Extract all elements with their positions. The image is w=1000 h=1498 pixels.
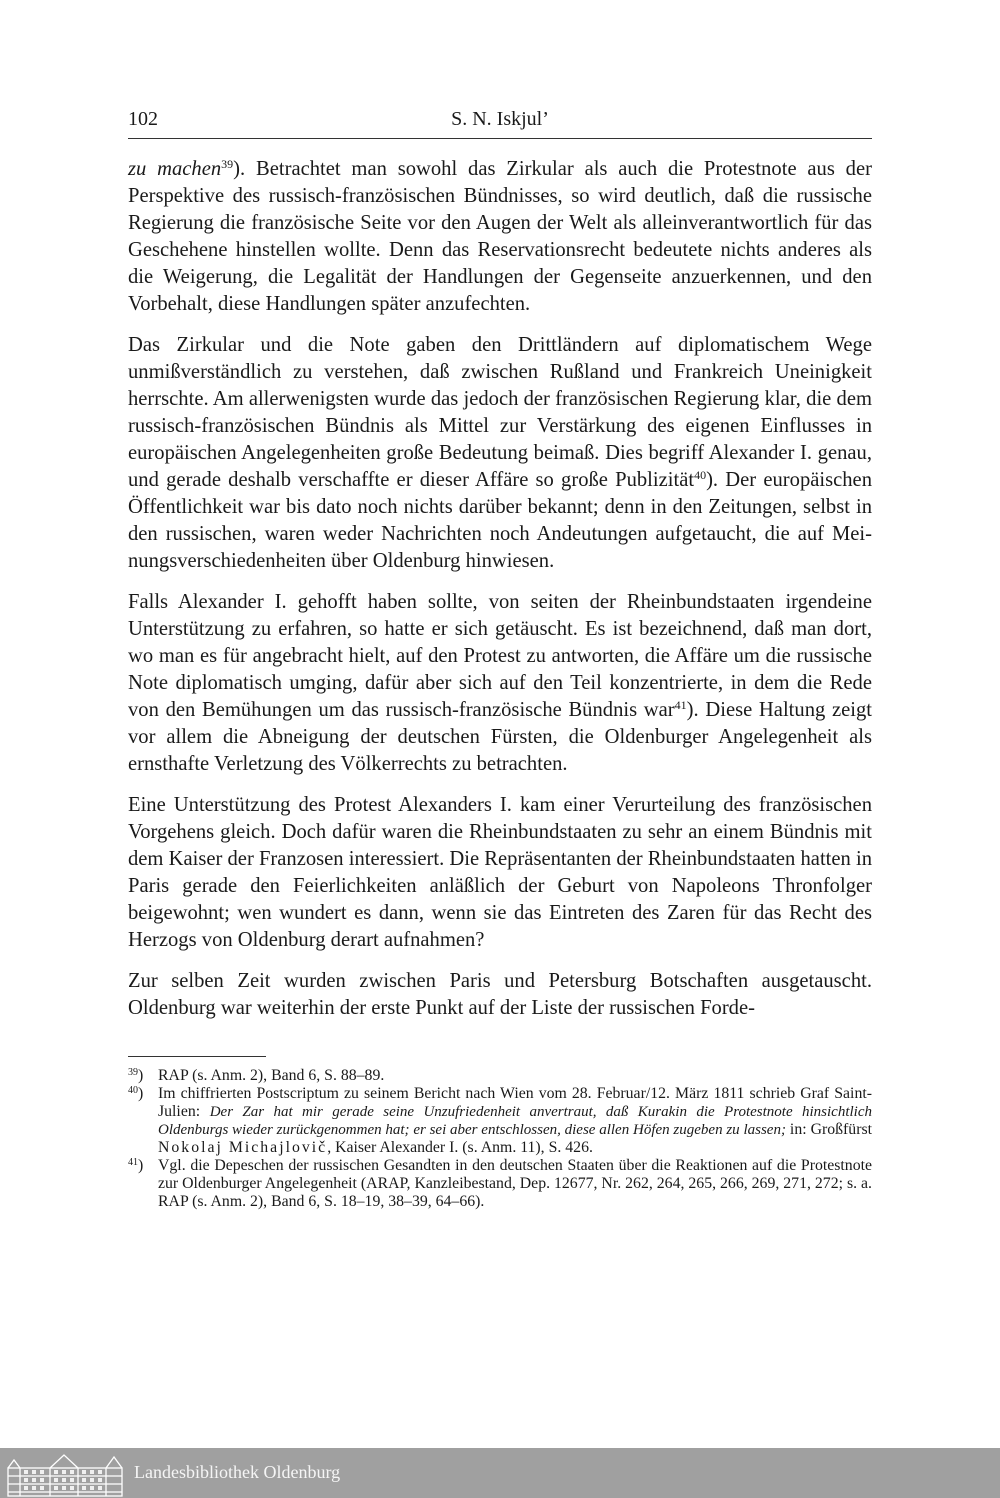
paragraph-1 — [128, 156, 872, 318]
paragraph-text: ). Betrachtet man sowohl das Zirkular als auch die Protestnote aus der Perspektive des russisch-französischen Bündnisses, so wird deutlich, daß die russische Regierung die französische Seite vor den Augen der Welt als alleinverantwortlich für das Geschehene hinstellen wollte. Denn das Reservationsrecht bedeutete nichts anderes als die Weigerung, die Legalität der Handlungen der Gegenseite anzuerkennen, und den Vorbehalt, diese Handlungen später anzufechten. — [128, 158, 872, 315]
footnote-41 — [128, 1157, 872, 1211]
footnote-mark: $^{40}$) — [128, 1085, 144, 1102]
document-page — [128, 100, 872, 1211]
footnote-mark: $^{39}$) — [128, 1067, 144, 1084]
running-head-author: S. N. Iskjul’ — [451, 108, 549, 130]
footnote-39 — [128, 1067, 872, 1085]
footnote-text: in: Großfürst — [785, 1121, 872, 1138]
author-name: Nokolaj Michajlovič — [158, 1139, 328, 1156]
paragraph-text: Zur selben Zeit wurden zwischen Paris und Petersburg Botschaften ausgetauscht. Oldenburg war weiterhin der erste Punkt auf der Liste der russischen Forde- — [128, 970, 872, 1019]
footnote-text: RAP (s. Anm. 2), Band 6, S. 88–89. — [158, 1067, 385, 1084]
footnotes — [128, 1067, 872, 1211]
header-rule — [128, 138, 872, 139]
paragraph-2 — [128, 332, 872, 575]
paragraph-4 — [128, 792, 872, 954]
body-text — [128, 156, 872, 1022]
paragraph-3 — [128, 589, 872, 778]
footnote-ref-39[interactable]: 39 — [221, 157, 234, 171]
footnote-text: Vgl. die Depeschen der russischen Gesandten in den deutschen Staaten über die Reaktionen auf die Protestnote zur Oldenburger Angelegenheit (ARAP, Kanzleibestand, Dep. 12677, Nr. 262, 264, 265, 266, 269, 271, 272; s. a. RAP (s. Anm. 2), Band 6, S. 18–19, 38–39, 64–66). — [158, 1157, 872, 1210]
running-head — [128, 100, 872, 140]
library-building-icon[interactable] — [6, 1452, 124, 1498]
italic-lead: zu machen — [128, 158, 222, 180]
footnote-text: Im chiffrierten Postscriptum zu seinem Bericht nach Wien vom 28. Februar/12. März 1811 schrieb Graf Saint-Julien: — [158, 1085, 872, 1120]
page-number: 102 — [128, 108, 158, 130]
footnote-ref-41[interactable]: 41 — [674, 698, 687, 712]
footnote-text: , Kaiser Alexander I. (s. Anm. 11), S. 426. — [327, 1139, 593, 1156]
footnote-ref-40[interactable]: 40 — [694, 468, 707, 482]
paragraph-text: Das Zirkular und die Note gaben den Drittländern auf diplomatischem Wege unmißverständlich zu verstehen, daß zwischen Rußland und Frankreich Uneinigkeit herrschte. Am allerwenigsten wurde das jedoch der französischen Regierung klar, die dem russisch-französischen Bündnis als Mittel zur Verstärkung des eigenen Einflusses in europäischen Angelegenheiten große Bedeutung beimaß. Dies begriff Alexander I. genau, und gerade deshalb verschaffte er dieser Affäre so große Publizität — [128, 334, 872, 491]
paragraph-text: Eine Unterstützung des Protest Alexanders I. kam einer Verurteilung des französischen Vorgehens gleich. Doch dafür waren die Rheinbundstaaten zu sehr an einem Bündnis mit dem Kaiser der Franzosen interessiert. Die Repräsentanten der Rheinbundstaaten hatten in Paris gerade den Feierlichkeiten anläßlich der Geburt von Napoleons Thronfolger beigewohnt; wen wundert es dann, wenn sie das Eintreten des Zaren für das Recht des Herzogs von Oldenburg derart aufnahmen? — [128, 794, 872, 951]
paragraph-text: ). Diese Haltung zeigt vor allem die Abneigung der deutschen Fürsten, die Oldenburger Angelegenheit als ernsthafte Verletzung des Völkerrechts zu betrachten. — [128, 699, 872, 775]
footnote-mark: $^{41}$) — [128, 1157, 144, 1174]
footnote-40 — [128, 1085, 872, 1157]
institution-name[interactable]: Landesbibliothek Oldenburg — [134, 1462, 341, 1482]
footnote-separator — [128, 1056, 266, 1057]
paragraph-text: ). Der europäischen Öffentlichkeit war bis dato noch nichts darüber bekannt; denn in den Zeitungen, selbst in den russischen, waren weder Nachrichten noch Andeutungen aufgetaucht, die auf Meinungsverschiedenheiten über Oldenburg hinwiesen. — [128, 469, 872, 572]
footer-bar — [0, 1448, 1000, 1498]
paragraph-text: Falls Alexander I. gehofft haben sollte, von seiten der Rheinbundstaaten irgendeine Unterstützung zu erfahren, so hatte er sich getäuscht. Es ist bezeichnend, daß man dort, wo man es für angebracht hielt, auf den Protest zu antworten, die Affäre um die russische Note diplomatisch umging, dafür aber sich auf den Teil konzentrierte, in dem die Rede von den Bemühungen um das russisch-französische Bündnis war — [128, 591, 872, 721]
paragraph-5 — [128, 968, 872, 1022]
footnote-quote: Der Zar hat mir gerade seine Unzufriedenheit anvertraut, daß Kurakin die Protestnote hinsichtlich Oldenburgs wieder zurückgenommen hat; er sei aber entschlossen, diese allen Höfen zugeben zu lassen; — [158, 1104, 872, 1138]
